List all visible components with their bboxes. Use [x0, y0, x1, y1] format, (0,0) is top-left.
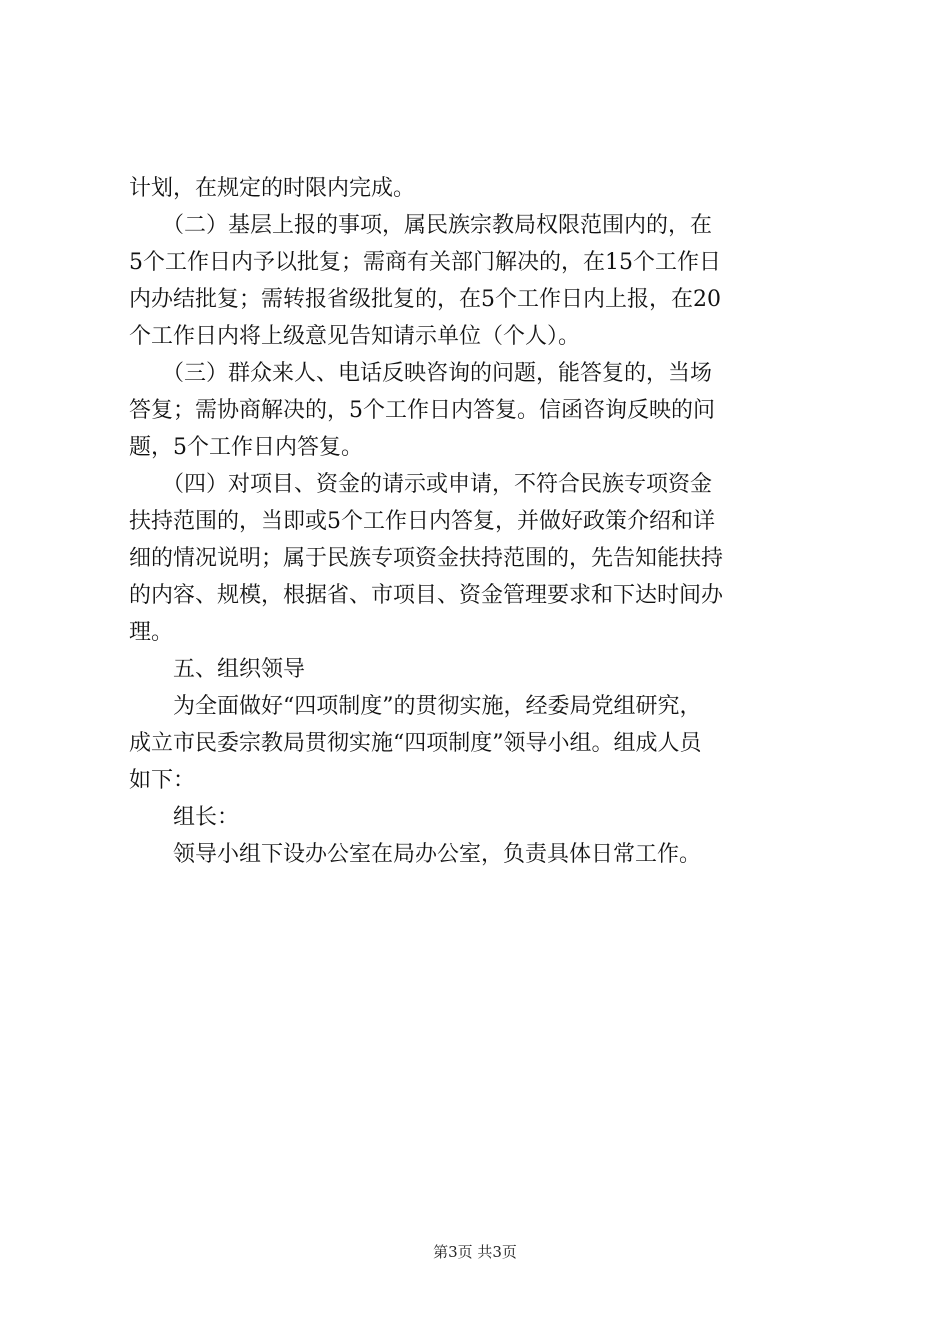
- text-line: （四）对项目、资金的请示或申请，不符合民族专项资金: [129, 472, 713, 497]
- page-number: 第3页 共3页: [433, 1243, 517, 1261]
- text-line: 如下：: [129, 768, 196, 793]
- text-line: 答复；需协商解决的，5个工作日内答复。信函咨询反映的问: [129, 398, 715, 423]
- text-line: 个工作日内将上级意见告知请示单位（个人）。: [129, 324, 581, 349]
- text-line: （三）群众来人、电话反映咨询的问题，能答复的，当场: [129, 361, 713, 386]
- text-line: 内办结批复；需转报省级批复的，在5个工作日内上报，在20: [129, 287, 721, 312]
- text-line: 细的情况说明；属于民族专项资金扶持范围的，先告知能扶持: [129, 546, 724, 571]
- text-line: 领导小组下设办公室在局办公室，负责具体日常工作。: [129, 842, 702, 867]
- text-line: 成立市民委宗教局贯彻实施“四项制度”领导小组。组成人员: [129, 731, 702, 756]
- text-line: 5个工作日内予以批复；需商有关部门解决的，在15个工作日: [129, 250, 721, 275]
- text-line: 组长：: [129, 805, 240, 830]
- text-line: 理。: [129, 620, 174, 645]
- text-line: 为全面做好“四项制度”的贯彻实施，经委局党组研究，: [129, 694, 702, 719]
- page-footer: [0, 1242, 950, 1262]
- section-heading: 五、组织领导: [129, 657, 306, 682]
- text-line: 扶持范围的，当即或5个工作日内答复，并做好政策介绍和详: [129, 509, 715, 534]
- text-line: （二）基层上报的事项，属民族宗教局权限范围内的，在: [129, 213, 713, 238]
- text-line: 的内容、规模，根据省、市项目、资金管理要求和下达时间办: [129, 583, 724, 608]
- text-line: 计划，在规定的时限内完成。: [129, 176, 416, 201]
- document-body: [129, 170, 831, 873]
- text-line: 题，5个工作日内答复。: [129, 435, 363, 460]
